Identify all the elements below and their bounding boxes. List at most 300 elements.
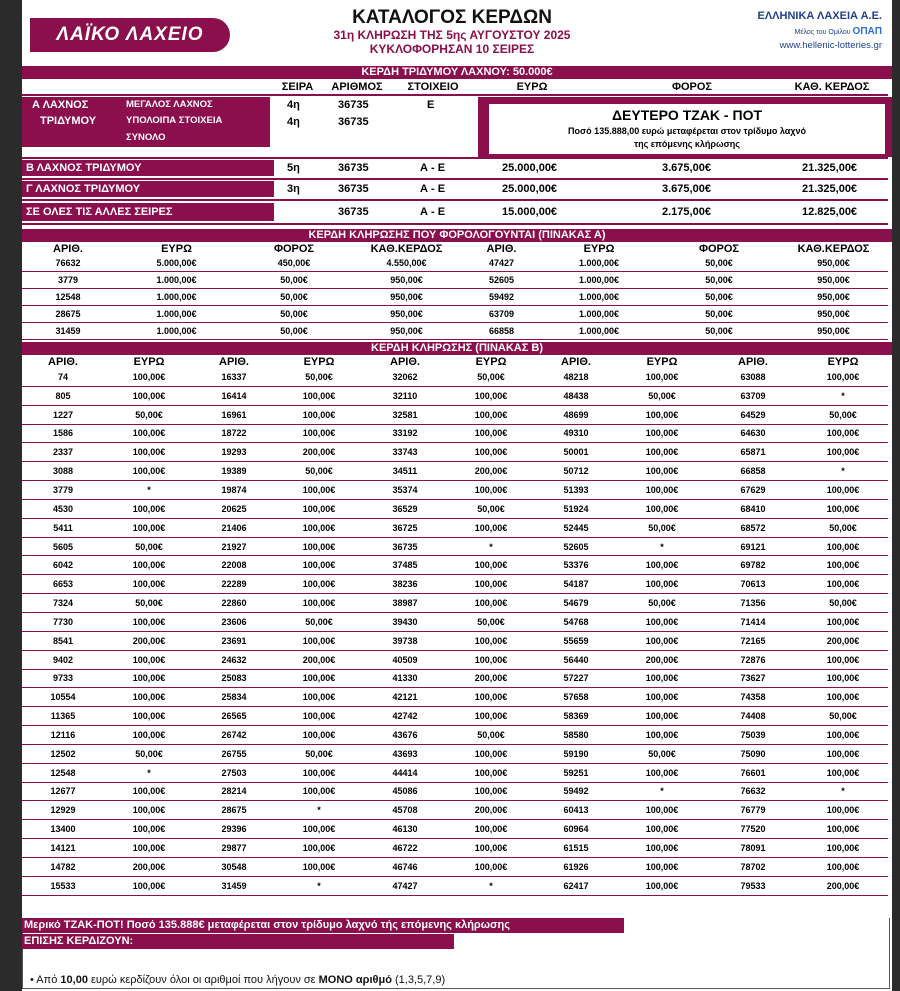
table-cell: 25834 [194,688,274,707]
table-cell: 100,00€ [104,707,194,726]
others-label: ΣΕ ΟΛΕΣ ΤΙΣ ΑΛΛΕΣ ΣΕΙΡΕΣ [22,203,274,221]
g-euro: 25.000,00€ [502,183,558,195]
table-cell: 100,00€ [798,669,888,688]
table-cell: 39430 [364,612,446,631]
table-cell: 38236 [364,575,446,594]
table-cell: 73627 [708,669,798,688]
table-cell: 100,00€ [446,857,536,876]
table-cell: 12116 [22,726,104,745]
table-cell: 8541 [22,631,104,650]
table-b-col-header: ΑΡΙΘ. [390,355,420,368]
table-cell: 100,00€ [274,820,364,839]
table-cell: 14121 [22,839,104,858]
brand-block [758,10,883,51]
table-cell: 71414 [708,612,798,631]
rule-text-a: • Από [30,974,61,986]
table-cell: 75039 [708,726,798,745]
table-cell: 100,00€ [616,801,708,820]
table-cell: 29396 [194,820,274,839]
table-cell: 43676 [364,726,446,745]
others-num: 36735 [338,206,369,218]
b-num: 36735 [338,162,369,174]
table-cell: 100,00€ [446,782,536,801]
table-cell: 100,00€ [446,518,536,537]
table-a-col-header: ΦΟΡΟΣ [698,242,740,255]
table-cell: 76601 [708,763,798,782]
table-cell: 16961 [194,405,274,424]
others-stoixeio: Α - Ε [420,206,446,218]
triple-prize-bar: ΚΕΡΔΗ ΤΡΙΔΥΜΟΥ ΛΑΧΝΟΥ: 50.000€ [22,66,892,79]
table-cell: 200,00€ [446,801,536,820]
table-cell: 450,00€ [239,255,349,272]
table-cell: 59492 [464,289,539,306]
table-cell: 49310 [536,424,616,443]
table-b-col-header: ΑΡΙΘ. [738,355,768,368]
table-row [22,726,888,745]
table-cell: 78702 [708,857,798,876]
table-cell: 62417 [536,876,616,895]
table-cell: 50,00€ [104,594,194,613]
table-row [22,518,888,537]
table-cell: 100,00€ [616,368,708,386]
brand-url: www.hellenic-lotteries.gr [779,40,882,51]
table-row [22,368,888,386]
table-cell: 31459 [22,323,114,340]
b-seira: 5η [287,162,300,174]
table-cell: 3779 [22,272,114,289]
table-cell: 100,00€ [446,650,536,669]
table-row [22,669,888,688]
table-cell: 100,00€ [616,726,708,745]
table-cell: 100,00€ [274,556,364,575]
table-cell: 72876 [708,650,798,669]
prize-columns-header [22,81,892,95]
col-euro: ΕΥΡΩ [516,81,548,93]
table-cell: 100,00€ [798,650,888,669]
table-cell: 69121 [708,537,798,556]
table-cell: 50,00€ [104,405,194,424]
table-b-header [22,355,888,368]
table-cell: 69782 [708,556,798,575]
table-cell: * [616,782,708,801]
table-cell: 33192 [364,424,446,443]
divider [22,223,888,225]
table-cell: 100,00€ [798,801,888,820]
jackpot-line-2: της επόμενης κλήρωσης [634,139,740,149]
table-b-col-header: ΑΡΙΘ. [219,355,249,368]
table-cell: 100,00€ [274,763,364,782]
table-cell: 19389 [194,462,274,481]
table-cell: 100,00€ [104,669,194,688]
table-cell: 75090 [708,744,798,763]
table-cell: 76632 [708,782,798,801]
a-r2-num: 36735 [338,116,369,128]
a-sub-1: ΜΕΓΑΛΟΣ ΛΑΧΝΟΣ [126,99,213,110]
table-cell: 50,00€ [239,289,349,306]
brand-member [758,26,883,37]
table-cell: 27503 [194,763,274,782]
table-cell: 950,00€ [779,272,888,289]
table-row [22,763,888,782]
table-cell: 100,00€ [446,707,536,726]
table-a-col-header: ΑΡΙΘ. [53,242,83,255]
table-cell: 100,00€ [104,782,194,801]
table-cell: 79533 [708,876,798,895]
table-cell: 950,00€ [779,255,888,272]
table-a [22,242,888,340]
table-b-col-header: ΕΥΡΩ [303,355,335,368]
table-cell: 950,00€ [349,306,464,323]
table-cell: 28675 [22,306,114,323]
table-cell: 50,00€ [659,306,779,323]
table-cell: * [446,537,536,556]
table-cell: 100,00€ [798,556,888,575]
table-cell: 100,00€ [274,839,364,858]
table-cell: 950,00€ [349,272,464,289]
others-tax: 2.175,00€ [662,206,711,218]
table-cell: 950,00€ [349,323,464,340]
table-cell: 59492 [536,782,616,801]
table-cell: 7324 [22,594,104,613]
table-cell: 100,00€ [274,405,364,424]
table-cell: 9402 [22,650,104,669]
table-cell: 54187 [536,575,616,594]
table-row [22,556,888,575]
table-cell: 100,00€ [616,424,708,443]
col-kath-kerdos: ΚΑΘ. ΚΕΡΔΟΣ [794,81,870,93]
table-cell: 50,00€ [446,726,536,745]
table-cell: 950,00€ [779,306,888,323]
table-a-header [22,242,888,255]
table-row [22,594,888,613]
table-cell: * [104,481,194,500]
table-row [22,820,888,839]
table-cell: 68410 [708,499,798,518]
table-cell: 72165 [708,631,798,650]
table-cell: 100,00€ [798,726,888,745]
table-cell: 100,00€ [274,537,364,556]
table-a-col-header: ΦΟΡΟΣ [273,242,315,255]
table-cell: 39738 [364,631,446,650]
table-cell: 50,00€ [798,518,888,537]
table-cell: 100,00€ [104,462,194,481]
table-cell: 50,00€ [616,594,708,613]
table-cell: 50,00€ [239,306,349,323]
a-r1-seira: 4η [287,99,300,111]
table-row [22,782,888,801]
table-cell: 100,00€ [798,839,888,858]
jackpot-title: ΔΕΥΤΕΡΟ ΤΖΑΚ - ΠΟΤ [611,107,763,123]
table-cell: * [616,537,708,556]
table-cell: 50,00€ [446,612,536,631]
table-cell: 54679 [536,594,616,613]
table-cell: 37485 [364,556,446,575]
table-cell: 100,00€ [274,575,364,594]
table-row [22,876,888,895]
table-cell: 36735 [364,537,446,556]
table-cell: 77520 [708,820,798,839]
table-cell: 200,00€ [798,876,888,895]
table-row [22,424,888,443]
col-arithmos: ΑΡΙΘΜΟΣ [331,81,383,93]
table-cell: 200,00€ [446,669,536,688]
table-cell: 100,00€ [274,782,364,801]
table-cell: * [798,386,888,405]
table-cell: 100,00€ [104,801,194,820]
table-cell: 19293 [194,443,274,462]
table-cell: 53376 [536,556,616,575]
rule-text-c: ευρώ κερδίζουν όλοι οι αριθμοί που λήγουν σε [87,974,319,986]
table-cell: 100,00€ [798,857,888,876]
table-cell: 59251 [536,763,616,782]
table-cell: 100,00€ [616,669,708,688]
table-cell: 100,00€ [798,612,888,631]
table-cell: 100,00€ [616,763,708,782]
table-cell: 22289 [194,575,274,594]
table-cell: 100,00€ [798,744,888,763]
table-row [22,744,888,763]
table-cell: 52605 [536,537,616,556]
table-cell: 100,00€ [446,688,536,707]
table-cell: 46722 [364,839,446,858]
table-cell: 3088 [22,462,104,481]
table-cell: 50001 [536,443,616,462]
divider [22,178,888,180]
b-stoixeio: Α - Ε [420,162,446,174]
table-cell: 76779 [708,801,798,820]
table-cell: 100,00€ [104,820,194,839]
table-cell: 35374 [364,481,446,500]
table-cell: 15533 [22,876,104,895]
jackpot-line-1: Ποσό 135.888,00 ευρώ μεταφέρεται στον τρίδυμο λαχνό [568,126,806,136]
table-cell: 25083 [194,669,274,688]
also-win-heading: ΕΠΙΣΗΣ ΚΕΡΔΙΖΟΥΝ: [22,934,454,949]
b-net: 21.325,00€ [802,162,858,174]
table-cell: 19874 [194,481,274,500]
table-cell: 100,00€ [274,518,364,537]
table-cell: 50,00€ [659,272,779,289]
a-label-1: Α ΛΑΧΝΟΣ [32,99,89,111]
table-cell: 100,00€ [274,669,364,688]
table-cell: 100,00€ [446,631,536,650]
table-cell: 200,00€ [274,443,364,462]
table-cell: 46130 [364,820,446,839]
g-stoixeio: Α - Ε [420,183,446,195]
table-cell: 100,00€ [798,763,888,782]
table-cell: 200,00€ [104,857,194,876]
table-row [22,650,888,669]
table-cell: 3779 [22,481,104,500]
table-cell: 100,00€ [446,443,536,462]
table-row [22,462,888,481]
table-cell: 63709 [708,386,798,405]
table-cell: 20625 [194,499,274,518]
table-cell: 100,00€ [616,688,708,707]
table-row [22,289,888,306]
table-cell: 100,00€ [446,405,536,424]
col-stoixeio: ΣΤΟΙΧΕΙΟ [407,81,459,93]
table-b-col-header: ΕΥΡΩ [646,355,678,368]
table-cell: 100,00€ [104,499,194,518]
table-cell: 7730 [22,612,104,631]
table-cell: 100,00€ [104,443,194,462]
table-cell: 33743 [364,443,446,462]
a-label-2: ΤΡΙΔΥΜΟΥ [40,115,97,127]
table-row [22,443,888,462]
table-cell: 50,00€ [274,612,364,631]
table-cell: 100,00€ [446,556,536,575]
table-cell: 57658 [536,688,616,707]
table-cell: 6042 [22,556,104,575]
table-cell: 74 [22,368,104,386]
table-cell: 1227 [22,405,104,424]
table-cell: 63088 [708,368,798,386]
table-cell: 28675 [194,801,274,820]
table-cell: 61515 [536,839,616,858]
table-b-bar: ΚΕΡΔΗ ΚΛΗΡΩΣΗΣ (ΠΙΝΑΚΑΣ Β) [22,342,892,355]
table-cell: 50,00€ [239,272,349,289]
table-cell: 50,00€ [616,744,708,763]
table-cell: 100,00€ [446,594,536,613]
table-cell: 100,00€ [274,707,364,726]
table-cell: 100,00€ [274,424,364,443]
table-cell: 50,00€ [659,323,779,340]
table-cell: 50,00€ [616,518,708,537]
table-a-bar: ΚΕΡΔΗ ΚΛΗΡΩΣΗΣ ΠΟΥ ΦΟΡΟΛΟΓΟΥΝΤΑΙ (ΠΙΝΑΚΑΣ Α) [22,229,892,242]
table-cell: 48699 [536,405,616,424]
table-cell: 22008 [194,556,274,575]
col-foros: ΦΟΡΟΣ [671,81,713,93]
table-cell: 42121 [364,688,446,707]
table-cell: 12548 [22,763,104,782]
a-prize-box [22,97,270,147]
table-cell: 100,00€ [616,876,708,895]
table-cell: 22860 [194,594,274,613]
table-row [22,481,888,500]
a-r2-seira: 4η [287,116,300,128]
a-r1-stoixeio: Ε [427,99,435,111]
table-cell: 46746 [364,857,446,876]
table-cell: 56440 [536,650,616,669]
table-cell: 100,00€ [104,424,194,443]
table-cell: 38987 [364,594,446,613]
table-a-col-header: ΕΥΡΩ [583,242,615,255]
table-cell: 32062 [364,368,446,386]
table-cell: 5605 [22,537,104,556]
brand-member-text: Μέλος του Ομίλου [794,29,851,36]
table-cell: 40509 [364,650,446,669]
table-cell: 70613 [708,575,798,594]
table-cell: 50,00€ [798,594,888,613]
table-cell: 47427 [464,255,539,272]
table-cell: 74358 [708,688,798,707]
table-cell: 14782 [22,857,104,876]
table-a-col-header: ΑΡΙΘ. [486,242,517,255]
table-cell: 44414 [364,763,446,782]
table-cell: * [446,876,536,895]
table-cell: 100,00€ [616,631,708,650]
table-cell: 58580 [536,726,616,745]
table-cell: 5.000,00€ [114,255,239,272]
table-cell: 950,00€ [349,289,464,306]
table-a-col-header: ΚΑΘ.ΚΕΡΔΟΣ [797,242,870,255]
table-cell: 12548 [22,289,114,306]
table-row [22,255,888,272]
table-cell: 100,00€ [104,876,194,895]
table-cell: 41330 [364,669,446,688]
table-cell: 100,00€ [446,481,536,500]
table-cell: 50,00€ [274,462,364,481]
page-title: ΚΑΤΑΛΟΓΟΣ ΚΕΡΔΩΝ [352,7,552,28]
table-cell: 1.000,00€ [114,323,239,340]
table-cell: 100,00€ [616,575,708,594]
table-cell: 32581 [364,405,446,424]
table-cell: 32110 [364,386,446,405]
table-row [22,688,888,707]
table-cell: 950,00€ [779,289,888,306]
table-cell: 34511 [364,462,446,481]
table-cell: 100,00€ [798,820,888,839]
partial-jackpot-note: Μερικό ΤΖΑΚ-ΠΟΤ! Ποσό 135.888€ μεταφέρεται στον τρίδυμο λαχνό τής επόμενης κλήρωσης [22,918,624,933]
a-sub-3: ΣΥΝΟΛΟ [126,132,166,143]
table-cell: 50712 [536,462,616,481]
table-cell: 100,00€ [274,499,364,518]
prize-list-sheet [22,0,892,991]
table-cell: 100,00€ [798,481,888,500]
table-cell: 200,00€ [274,650,364,669]
table-cell: 4.550,00€ [349,255,464,272]
series-count: ΚΥΚΛΟΦΟΡΗΣΑΝ 10 ΣΕΙΡΕΣ [369,42,535,56]
table-cell: 71356 [708,594,798,613]
b-label: Β ΛΑΧΝΟΣ ΤΡΙΔΥΜΟΥ [22,160,274,176]
table-cell: 52445 [536,518,616,537]
table-cell: 65871 [708,443,798,462]
table-cell: 100,00€ [104,556,194,575]
table-cell: 51924 [536,499,616,518]
table-cell: 4530 [22,499,104,518]
g-tax: 3.675,00€ [662,183,711,195]
table-row [22,323,888,340]
table-cell: 100,00€ [616,839,708,858]
table-cell: 50,00€ [104,744,194,763]
table-cell: 9733 [22,669,104,688]
table-cell: 21406 [194,518,274,537]
table-cell: 58369 [536,707,616,726]
table-cell: 1.000,00€ [539,289,659,306]
table-row [22,631,888,650]
table-cell: 50,00€ [274,368,364,386]
table-cell: 50,00€ [446,368,536,386]
table-cell: 100,00€ [798,575,888,594]
table-cell: 29877 [194,839,274,858]
table-cell: 50,00€ [798,707,888,726]
table-cell: 36529 [364,499,446,518]
others-euro: 15.000,00€ [502,206,558,218]
table-cell: 100,00€ [798,368,888,386]
table-cell: 100,00€ [798,499,888,518]
table-cell: 100,00€ [446,744,536,763]
table-cell: 50,00€ [274,744,364,763]
table-cell: 64630 [708,424,798,443]
table-cell: 54768 [536,612,616,631]
table-cell: 60413 [536,801,616,820]
table-cell: 13400 [22,820,104,839]
table-cell: 31459 [194,876,274,895]
table-row [22,405,888,424]
a-r1-num: 36735 [338,99,369,111]
table-cell: 1586 [22,424,104,443]
table-cell: 16414 [194,386,274,405]
